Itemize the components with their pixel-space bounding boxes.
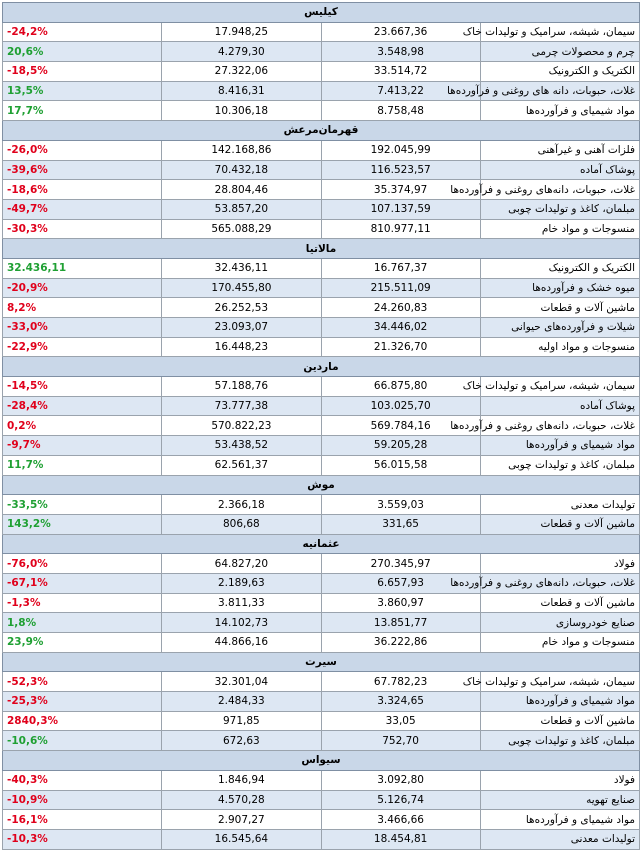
value-col1: 810.977,11 bbox=[321, 219, 480, 239]
value-col2: 70.432,18 bbox=[162, 160, 321, 180]
value-col2: 971,85 bbox=[162, 711, 321, 731]
table-row bbox=[3, 396, 640, 416]
value-col1: 66.875,80 bbox=[321, 377, 480, 397]
value-col2: 142.168,86 bbox=[162, 140, 321, 160]
value-col1: 116.523,57 bbox=[321, 160, 480, 180]
change-percent: 10,3%- bbox=[3, 829, 162, 849]
value-col1: 18.454,81 bbox=[321, 829, 480, 849]
table-body bbox=[3, 3, 640, 850]
value-col2: 28.804,46 bbox=[162, 180, 321, 200]
product-name: چرم و محصولات چرمی bbox=[480, 42, 639, 62]
change-percent: 1,3%- bbox=[3, 593, 162, 613]
region-name: کیلیس bbox=[3, 3, 640, 23]
product-name: تولیدات معدنی bbox=[480, 829, 639, 849]
value-col2: 4.279,30 bbox=[162, 42, 321, 62]
value-col1: 23.667,36 bbox=[321, 22, 480, 42]
change-percent: 39,6%- bbox=[3, 160, 162, 180]
change-percent: 8,2% bbox=[3, 298, 162, 318]
value-col2: 62.561,37 bbox=[162, 455, 321, 475]
table-row bbox=[3, 140, 640, 160]
table-row bbox=[3, 298, 640, 318]
value-col1: 3.559,03 bbox=[321, 495, 480, 515]
region-header-row bbox=[3, 3, 640, 23]
change-percent: 0,2% bbox=[3, 416, 162, 436]
value-col2: 1.846,94 bbox=[162, 770, 321, 790]
value-col2: 2.189,63 bbox=[162, 573, 321, 593]
table-row bbox=[3, 101, 640, 121]
change-percent: 40,3%- bbox=[3, 770, 162, 790]
region-name: موش bbox=[3, 475, 640, 495]
region-header-row bbox=[3, 121, 640, 141]
product-name: غلات، حبوبات، دانه‌های روغنی و فرآورده‌ها bbox=[480, 180, 639, 200]
value-col2: 806,68 bbox=[162, 514, 321, 534]
value-col2: 27.322,06 bbox=[162, 62, 321, 82]
value-col1: 215.511,09 bbox=[321, 278, 480, 298]
product-name: مواد شیمیای و فرآورده‌ها bbox=[480, 692, 639, 712]
change-percent: 33,0%- bbox=[3, 318, 162, 338]
product-name: ماشین آلات و قطعات bbox=[480, 298, 639, 318]
region-name: عثمانیه bbox=[3, 534, 640, 554]
table-row bbox=[3, 160, 640, 180]
product-name: صنایع تهویه bbox=[480, 790, 639, 810]
product-name: فولاد bbox=[480, 770, 639, 790]
value-col1: 21.326,70 bbox=[321, 337, 480, 357]
product-name: صنایع خودروسازی bbox=[480, 613, 639, 633]
value-col1: 569.784,16 bbox=[321, 416, 480, 436]
value-col2: 14.102,73 bbox=[162, 613, 321, 633]
region-header-row bbox=[3, 534, 640, 554]
table-row bbox=[3, 81, 640, 101]
value-col2: 26.252,53 bbox=[162, 298, 321, 318]
change-percent: 143,2% bbox=[3, 514, 162, 534]
table-row bbox=[3, 731, 640, 751]
table-row bbox=[3, 416, 640, 436]
product-name: سیمان، شیشه، سرامیک و تولیدات خاک bbox=[480, 377, 639, 397]
product-name: شیلات و فرآورده‌های حیوانی bbox=[480, 318, 639, 338]
change-percent: 33,5%- bbox=[3, 495, 162, 515]
value-col2: 16.545,64 bbox=[162, 829, 321, 849]
region-name: ماردین bbox=[3, 357, 640, 377]
product-name: پوشاک آماده bbox=[480, 396, 639, 416]
change-percent: 24,2%- bbox=[3, 22, 162, 42]
change-percent: 10,9%- bbox=[3, 790, 162, 810]
value-col2: 2.484,33 bbox=[162, 692, 321, 712]
table-row bbox=[3, 180, 640, 200]
change-percent: 52,3%- bbox=[3, 672, 162, 692]
value-col1: 67.782,23 bbox=[321, 672, 480, 692]
table-row bbox=[3, 554, 640, 574]
table-row bbox=[3, 770, 640, 790]
change-percent: 10,6%- bbox=[3, 731, 162, 751]
value-col1: 3.324,65 bbox=[321, 692, 480, 712]
change-percent: 1,8% bbox=[3, 613, 162, 633]
change-percent: 30,3%- bbox=[3, 219, 162, 239]
product-name: مواد شیمیای و فرآورده‌ها bbox=[480, 101, 639, 121]
table-row bbox=[3, 455, 640, 475]
value-col2: 672,63 bbox=[162, 731, 321, 751]
export-comparison-table bbox=[2, 2, 640, 850]
change-percent: 25,3%- bbox=[3, 692, 162, 712]
change-percent: 22,9%- bbox=[3, 337, 162, 357]
table-row bbox=[3, 42, 640, 62]
change-percent: 13,5% bbox=[3, 81, 162, 101]
region-name: سیرت bbox=[3, 652, 640, 672]
value-col1: 7.413,22 bbox=[321, 81, 480, 101]
value-col2: 4.570,28 bbox=[162, 790, 321, 810]
change-percent: 11,7% bbox=[3, 455, 162, 475]
product-name: الکتریک و الکترونیک bbox=[480, 258, 639, 278]
value-col1: 107.137,59 bbox=[321, 199, 480, 219]
table-row bbox=[3, 593, 640, 613]
value-col2: 565.088,29 bbox=[162, 219, 321, 239]
region-header-row bbox=[3, 239, 640, 259]
table-row bbox=[3, 790, 640, 810]
product-name: مبلمان، کاغذ و تولیدات چوبی bbox=[480, 455, 639, 475]
change-percent: 16,1%- bbox=[3, 810, 162, 830]
change-percent: 20,9%- bbox=[3, 278, 162, 298]
product-name: ماشین آلات و قطعات bbox=[480, 514, 639, 534]
change-percent: 76,0%- bbox=[3, 554, 162, 574]
region-name: قهرمان‌مرعش bbox=[3, 121, 640, 141]
value-col2: 2.907,27 bbox=[162, 810, 321, 830]
value-col1: 8.758,48 bbox=[321, 101, 480, 121]
table-row bbox=[3, 810, 640, 830]
product-name: فلزات آهنی و غیرآهنی bbox=[480, 140, 639, 160]
value-col2: 3.811,33 bbox=[162, 593, 321, 613]
change-percent: 2840,3% bbox=[3, 711, 162, 731]
value-col2: 53.438,52 bbox=[162, 436, 321, 456]
change-percent: 9,7%- bbox=[3, 436, 162, 456]
product-name: مبلمان، کاغذ و تولیدات چوبی bbox=[480, 731, 639, 751]
product-name: غلات، حبوبات، دانه‌های روغنی و فرآورده‌ها bbox=[480, 416, 639, 436]
value-col2: 32.301,04 bbox=[162, 672, 321, 692]
table-row bbox=[3, 22, 640, 42]
value-col2: 32.436,11 bbox=[162, 258, 321, 278]
product-name: سیمان، شیشه، سرامیک و تولیدات خاک bbox=[480, 672, 639, 692]
table-row bbox=[3, 337, 640, 357]
table-row bbox=[3, 495, 640, 515]
table-row bbox=[3, 633, 640, 653]
table-row bbox=[3, 318, 640, 338]
product-name: غلات، حبوبات، دانه‌های روغنی و فرآورده‌ها bbox=[480, 573, 639, 593]
value-col2: 64.827,20 bbox=[162, 554, 321, 574]
value-col1: 3.860,97 bbox=[321, 593, 480, 613]
value-col1: 3.466,66 bbox=[321, 810, 480, 830]
value-col1: 3.548,98 bbox=[321, 42, 480, 62]
value-col1: 35.374,97 bbox=[321, 180, 480, 200]
table-row bbox=[3, 711, 640, 731]
change-percent: 23,9% bbox=[3, 633, 162, 653]
change-percent: 49,7%- bbox=[3, 199, 162, 219]
value-col1: 24.260,83 bbox=[321, 298, 480, 318]
value-col2: 10.306,18 bbox=[162, 101, 321, 121]
product-name: منسوجات و مواد اولیه bbox=[480, 337, 639, 357]
value-col1: 6.657,93 bbox=[321, 573, 480, 593]
table-row bbox=[3, 514, 640, 534]
product-name: پوشاک آماده bbox=[480, 160, 639, 180]
change-percent: 32.436,11 bbox=[3, 258, 162, 278]
product-name: مواد شیمیای و فرآورده‌ها bbox=[480, 810, 639, 830]
value-col1: 3.092,80 bbox=[321, 770, 480, 790]
table-row bbox=[3, 377, 640, 397]
product-name: ماشین آلات و قطعات bbox=[480, 593, 639, 613]
product-name: غلات، حبوبات، دانه های روغنی و فرآورده‌ها bbox=[480, 81, 639, 101]
table-row bbox=[3, 573, 640, 593]
value-col2: 2.366,18 bbox=[162, 495, 321, 515]
value-col1: 33.514,72 bbox=[321, 62, 480, 82]
product-name: فولاد bbox=[480, 554, 639, 574]
change-percent: 18,5%- bbox=[3, 62, 162, 82]
region-header-row bbox=[3, 357, 640, 377]
change-percent: 14,5%- bbox=[3, 377, 162, 397]
product-name: مبلمان، کاغذ و تولیدات چوبی bbox=[480, 199, 639, 219]
region-header-row bbox=[3, 652, 640, 672]
value-col1: 59.205,28 bbox=[321, 436, 480, 456]
value-col1: 103.025,70 bbox=[321, 396, 480, 416]
value-col1: 331,65 bbox=[321, 514, 480, 534]
export-table-container bbox=[2, 2, 640, 850]
table-row bbox=[3, 613, 640, 633]
table-row bbox=[3, 436, 640, 456]
region-header-row bbox=[3, 751, 640, 771]
value-col1: 5.126,74 bbox=[321, 790, 480, 810]
change-percent: 67,1%- bbox=[3, 573, 162, 593]
table-row bbox=[3, 278, 640, 298]
table-row bbox=[3, 258, 640, 278]
region-name: سیواس bbox=[3, 751, 640, 771]
table-row bbox=[3, 692, 640, 712]
value-col2: 16.448,23 bbox=[162, 337, 321, 357]
value-col2: 8.416,31 bbox=[162, 81, 321, 101]
product-name: الکتریک و الکترونیک bbox=[480, 62, 639, 82]
value-col1: 192.045,99 bbox=[321, 140, 480, 160]
value-col2: 53.857,20 bbox=[162, 199, 321, 219]
value-col2: 23.093,07 bbox=[162, 318, 321, 338]
value-col1: 16.767,37 bbox=[321, 258, 480, 278]
change-percent: 18,6%- bbox=[3, 180, 162, 200]
region-name: مالاتیا bbox=[3, 239, 640, 259]
product-name: میوه خشک و فرآورده‌ها bbox=[480, 278, 639, 298]
product-name: ماشین آلات و قطعات bbox=[480, 711, 639, 731]
value-col1: 34.446,02 bbox=[321, 318, 480, 338]
change-percent: 28,4%- bbox=[3, 396, 162, 416]
value-col2: 17.948,25 bbox=[162, 22, 321, 42]
product-name: سیمان، شیشه، سرامیک و تولیدات خاک bbox=[480, 22, 639, 42]
value-col2: 44.866,16 bbox=[162, 633, 321, 653]
value-col1: 33,05 bbox=[321, 711, 480, 731]
value-col1: 270.345,97 bbox=[321, 554, 480, 574]
value-col1: 56.015,58 bbox=[321, 455, 480, 475]
table-row bbox=[3, 62, 640, 82]
product-name: مواد شیمیای و فرآورده‌ها bbox=[480, 436, 639, 456]
value-col2: 570.822,23 bbox=[162, 416, 321, 436]
table-row bbox=[3, 219, 640, 239]
value-col1: 752,70 bbox=[321, 731, 480, 751]
value-col1: 36.222,86 bbox=[321, 633, 480, 653]
product-name: تولیدات معدنی bbox=[480, 495, 639, 515]
region-header-row bbox=[3, 475, 640, 495]
table-row bbox=[3, 199, 640, 219]
change-percent: 20,6% bbox=[3, 42, 162, 62]
change-percent: 17,7% bbox=[3, 101, 162, 121]
value-col1: 13.851,77 bbox=[321, 613, 480, 633]
product-name: منسوجات و مواد خام bbox=[480, 633, 639, 653]
value-col2: 73.777,38 bbox=[162, 396, 321, 416]
value-col2: 57.188,76 bbox=[162, 377, 321, 397]
table-row bbox=[3, 829, 640, 849]
value-col2: 170.455,80 bbox=[162, 278, 321, 298]
product-name: منسوجات و مواد خام bbox=[480, 219, 639, 239]
change-percent: 26,0%- bbox=[3, 140, 162, 160]
table-row bbox=[3, 672, 640, 692]
